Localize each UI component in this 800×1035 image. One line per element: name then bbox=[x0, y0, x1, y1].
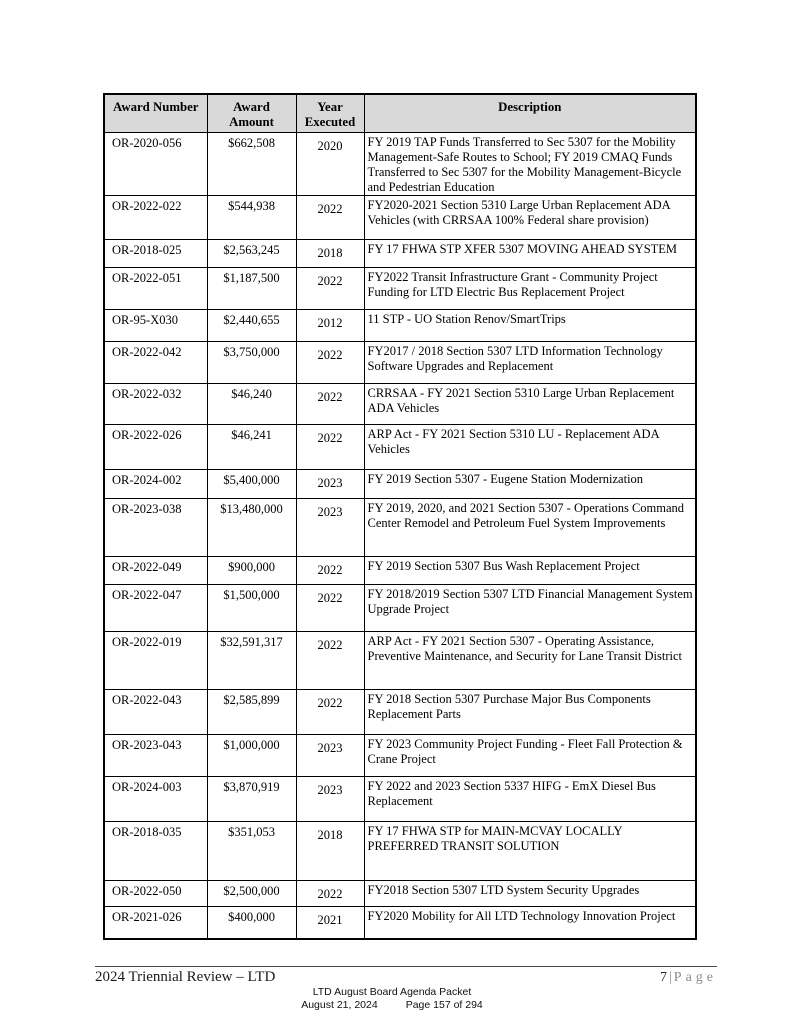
table-row bbox=[104, 469, 696, 498]
year-executed-cell: 2023 bbox=[296, 734, 364, 776]
table-row bbox=[104, 309, 696, 341]
description-cell: FY2018 Section 5307 LTD System Security Upgrades bbox=[364, 880, 696, 906]
year-executed-cell: 2023 bbox=[296, 498, 364, 556]
year-executed-cell: 2022 bbox=[296, 880, 364, 906]
award-amount-cell: $46,240 bbox=[207, 383, 296, 424]
packet-footer-line2 bbox=[0, 999, 784, 1012]
year-executed-cell: 2022 bbox=[296, 689, 364, 734]
award-number-cell: OR-2023-043 bbox=[104, 734, 207, 776]
year-executed-cell: 2022 bbox=[296, 631, 364, 689]
footer-divider bbox=[95, 966, 717, 967]
table-row bbox=[104, 821, 696, 880]
year-executed-cell: 2022 bbox=[296, 267, 364, 309]
awards-table-header bbox=[104, 94, 696, 132]
description-cell: FY2022 Transit Infrastructure Grant - Community Project Funding for LTD Electric Bus Replacement Project bbox=[364, 267, 696, 309]
description-cell: 11 STP - UO Station Renov/SmartTrips bbox=[364, 309, 696, 341]
year-executed-cell: 2023 bbox=[296, 469, 364, 498]
year-executed-cell: 2018 bbox=[296, 821, 364, 880]
table-row bbox=[104, 631, 696, 689]
description-cell: FY 2019, 2020, and 2021 Section 5307 - Operations Command Center Remodel and Petroleum Fuel System Improvements bbox=[364, 498, 696, 556]
header-award-amount: Award Amount bbox=[207, 94, 296, 132]
year-executed-cell: 2022 bbox=[296, 341, 364, 383]
description-cell: FY 2019 Section 5307 Bus Wash Replacement Project bbox=[364, 556, 696, 584]
description-cell: FY 2018 Section 5307 Purchase Major Bus Components Replacement Parts bbox=[364, 689, 696, 734]
award-amount-cell: $351,053 bbox=[207, 821, 296, 880]
award-amount-cell: $2,440,655 bbox=[207, 309, 296, 341]
award-number-cell: OR-2022-049 bbox=[104, 556, 207, 584]
description-cell: FY 2018/2019 Section 5307 LTD Financial Management System Upgrade Project bbox=[364, 584, 696, 631]
page-number: 7 bbox=[659, 970, 667, 985]
year-executed-cell: 2022 bbox=[296, 383, 364, 424]
table-row bbox=[104, 498, 696, 556]
year-executed-cell: 2022 bbox=[296, 424, 364, 469]
header-description: Description bbox=[364, 94, 696, 132]
description-cell: FY 2022 and 2023 Section 5337 HIFG - EmX Diesel Bus Replacement bbox=[364, 776, 696, 821]
award-amount-cell: $32,591,317 bbox=[207, 631, 296, 689]
table-row bbox=[104, 132, 696, 195]
year-executed-cell: 2022 bbox=[296, 556, 364, 584]
description-cell: ARP Act - FY 2021 Section 5307 - Operating Assistance, Preventive Maintenance, and Security for Lane Transit District bbox=[364, 631, 696, 689]
award-amount-cell: $1,187,500 bbox=[207, 267, 296, 309]
packet-page-count: Page 157 of 294 bbox=[405, 999, 483, 1011]
table-row bbox=[104, 424, 696, 469]
table-row bbox=[104, 556, 696, 584]
award-number-cell: OR-2023-038 bbox=[104, 498, 207, 556]
table-row bbox=[104, 880, 696, 906]
award-number-cell: OR-2018-035 bbox=[104, 821, 207, 880]
description-cell: FY 2019 Section 5307 - Eugene Station Modernization bbox=[364, 469, 696, 498]
table-row bbox=[104, 689, 696, 734]
award-amount-cell: $3,870,919 bbox=[207, 776, 296, 821]
description-cell: FY2017 / 2018 Section 5307 LTD Information Technology Software Upgrades and Replacement bbox=[364, 341, 696, 383]
page-word: Page bbox=[673, 970, 717, 985]
award-number-cell: OR-2024-002 bbox=[104, 469, 207, 498]
award-number-cell: OR-2022-026 bbox=[104, 424, 207, 469]
packet-date: August 21, 2024 bbox=[301, 999, 378, 1011]
award-number-cell: OR-2022-022 bbox=[104, 195, 207, 239]
award-amount-cell: $544,938 bbox=[207, 195, 296, 239]
header-year-executed: Year Executed bbox=[296, 94, 364, 132]
table-row bbox=[104, 584, 696, 631]
award-number-cell: OR-2022-042 bbox=[104, 341, 207, 383]
award-number-cell: OR-95-X030 bbox=[104, 309, 207, 341]
page-number-label bbox=[660, 970, 717, 986]
description-cell: FY 2023 Community Project Funding - Fleet Fall Protection & Crane Project bbox=[364, 734, 696, 776]
award-amount-cell: $2,500,000 bbox=[207, 880, 296, 906]
year-executed-cell: 2018 bbox=[296, 239, 364, 267]
year-executed-cell: 2021 bbox=[296, 906, 364, 939]
award-amount-cell: $3,750,000 bbox=[207, 341, 296, 383]
document-title: 2024 Triennial Review – LTD bbox=[95, 969, 276, 985]
award-number-cell: OR-2022-047 bbox=[104, 584, 207, 631]
award-number-cell: OR-2022-051 bbox=[104, 267, 207, 309]
award-amount-cell: $900,000 bbox=[207, 556, 296, 584]
year-executed-cell: 2022 bbox=[296, 584, 364, 631]
year-executed-cell: 2020 bbox=[296, 132, 364, 195]
description-cell: FY 2019 TAP Funds Transferred to Sec 5307 for the Mobility Management-Safe Routes to School; FY 2019 CMAQ Funds Transferred to Sec 5307 for the Mobility Management-Bicycle and Pedestrian Education bbox=[364, 132, 696, 195]
table-row bbox=[104, 267, 696, 309]
award-amount-cell: $2,563,245 bbox=[207, 239, 296, 267]
description-cell: ARP Act - FY 2021 Section 5310 LU - Replacement ADA Vehicles bbox=[364, 424, 696, 469]
awards-table bbox=[103, 93, 697, 940]
award-number-cell: OR-2022-050 bbox=[104, 880, 207, 906]
packet-footer bbox=[0, 986, 784, 1012]
packet-footer-line1: LTD August Board Agenda Packet bbox=[312, 986, 472, 998]
table-row bbox=[104, 776, 696, 821]
table-row bbox=[104, 341, 696, 383]
award-amount-cell: $13,480,000 bbox=[207, 498, 296, 556]
header-award-number: Award Number bbox=[104, 94, 207, 132]
award-number-cell: OR-2021-026 bbox=[104, 906, 207, 939]
awards-table-body bbox=[104, 132, 696, 939]
award-number-cell: OR-2022-043 bbox=[104, 689, 207, 734]
year-executed-cell: 2023 bbox=[296, 776, 364, 821]
page-number-separator: | bbox=[668, 970, 672, 985]
award-amount-cell: $662,508 bbox=[207, 132, 296, 195]
table-row bbox=[104, 383, 696, 424]
award-number-cell: OR-2020-056 bbox=[104, 132, 207, 195]
award-amount-cell: $1,000,000 bbox=[207, 734, 296, 776]
header-row bbox=[104, 94, 696, 132]
award-amount-cell: $1,500,000 bbox=[207, 584, 296, 631]
award-amount-cell: $2,585,899 bbox=[207, 689, 296, 734]
year-executed-cell: 2012 bbox=[296, 309, 364, 341]
award-number-cell: OR-2022-019 bbox=[104, 631, 207, 689]
table-row bbox=[104, 906, 696, 939]
table-row bbox=[104, 195, 696, 239]
award-number-cell: OR-2018-025 bbox=[104, 239, 207, 267]
description-cell: FY 17 FHWA STP for MAIN-MCVAY LOCALLY PREFERRED TRANSIT SOLUTION bbox=[364, 821, 696, 880]
description-cell: FY2020 Mobility for All LTD Technology Innovation Project bbox=[364, 906, 696, 939]
award-amount-cell: $400,000 bbox=[207, 906, 296, 939]
table-row bbox=[104, 239, 696, 267]
award-number-cell: OR-2022-032 bbox=[104, 383, 207, 424]
award-number-cell: OR-2024-003 bbox=[104, 776, 207, 821]
description-cell: CRRSAA - FY 2021 Section 5310 Large Urban Replacement ADA Vehicles bbox=[364, 383, 696, 424]
award-amount-cell: $5,400,000 bbox=[207, 469, 296, 498]
award-amount-cell: $46,241 bbox=[207, 424, 296, 469]
table-row bbox=[104, 734, 696, 776]
description-cell: FY 17 FHWA STP XFER 5307 MOVING AHEAD SYSTEM bbox=[364, 239, 696, 267]
description-cell: FY2020-2021 Section 5310 Large Urban Replacement ADA Vehicles (with CRRSAA 100% Federal share provision) bbox=[364, 195, 696, 239]
year-executed-cell: 2022 bbox=[296, 195, 364, 239]
